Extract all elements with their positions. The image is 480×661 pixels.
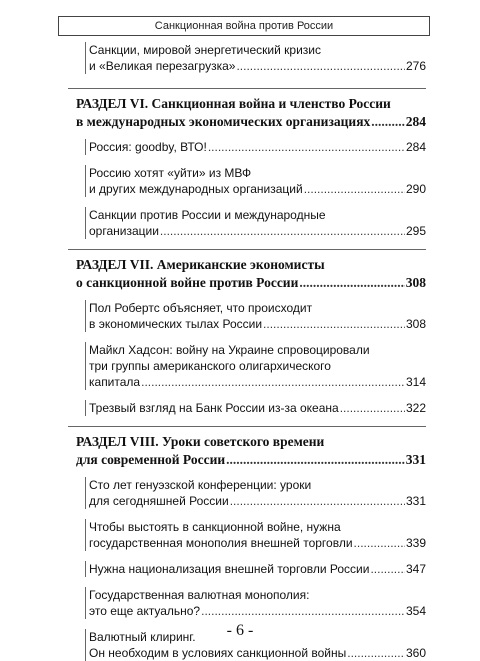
entry-line-last: организации (89, 224, 159, 238)
entry-line-last: в экономических тылах России (89, 317, 263, 331)
dot-leader (236, 58, 405, 74)
entry-leader-line (89, 535, 426, 551)
page-ref: 322 (405, 401, 426, 415)
entry-line: Чтобы выстоять в санкционной войне, нужна (89, 520, 341, 534)
entry-leader-line (89, 374, 426, 390)
page-ref: 339 (405, 536, 426, 550)
entry-leader-line (89, 603, 426, 619)
dot-leader (160, 223, 405, 239)
dot-leader (370, 561, 405, 577)
section-title-leader (76, 451, 426, 469)
page-ref: 276 (405, 59, 426, 73)
toc-entry-text (89, 139, 426, 155)
entry-side-rule (85, 587, 86, 619)
entry-side-rule (85, 42, 86, 74)
section-heading (76, 95, 426, 131)
toc-entry-text (89, 400, 426, 416)
dot-leader (371, 113, 405, 131)
toc-entry-text (89, 165, 426, 197)
entry-line-last: для сегодняшней России (89, 494, 229, 508)
toc-entry-text (89, 561, 426, 577)
page-ref: 295 (405, 224, 426, 238)
entry-leader-line (89, 139, 426, 155)
page-ref: 331 (405, 494, 426, 508)
entry-line-last: государственная монополия внешней торговли (89, 536, 353, 550)
entry-side-rule (85, 400, 86, 416)
entry-side-rule (85, 342, 86, 390)
dot-leader (141, 374, 405, 390)
entry-line: Государственная валютная монополия: (89, 588, 310, 602)
dot-leader (354, 535, 405, 551)
entry-leader-line (89, 400, 426, 416)
page-ref: 314 (405, 375, 426, 389)
entry-line-last: и «Великая перезагрузка» (89, 59, 236, 73)
page-ref: 290 (405, 182, 426, 196)
section-title-line: РАЗДЕЛ VII. Американские экономисты (76, 257, 325, 272)
section-title-leader (76, 274, 426, 292)
section-divider (68, 88, 426, 89)
toc-entry (89, 165, 426, 197)
dot-leader (347, 645, 405, 661)
entry-line-last: Трезвый взгляд на Банк России из-за океана (89, 401, 339, 415)
page-ref: 284 (405, 114, 426, 129)
section-heading (76, 433, 426, 469)
section-title-last: в международных экономических организациях (76, 114, 371, 129)
entry-line: Валютный клиринг. (89, 630, 196, 644)
toc-entry (89, 207, 426, 239)
entry-line-last: Нужна национализация внешней торговли России (89, 562, 370, 576)
entry-line-last: капитала (89, 375, 141, 389)
entry-side-rule (85, 139, 86, 155)
entry-side-rule (85, 207, 86, 239)
entry-line: Майкл Хадсон: войну на Украине спровоцировали (89, 343, 370, 357)
toc-entry-text (89, 519, 426, 551)
page-ref: 354 (405, 604, 426, 618)
dot-leader (304, 181, 405, 197)
running-head: Санкционная война против России (58, 16, 430, 36)
dot-leader (340, 400, 405, 416)
page-ref: 331 (405, 452, 426, 467)
toc-entry (89, 342, 426, 390)
entry-leader-line (89, 561, 426, 577)
entry-leader-line (89, 316, 426, 332)
section-title-line: РАЗДЕЛ VIII. Уроки советского времени (76, 434, 325, 449)
entry-side-rule (85, 165, 86, 197)
toc-entry (89, 300, 426, 332)
entry-line: Россию хотят «уйти» из МВФ (89, 166, 252, 180)
entry-line-last: и других международных организаций (89, 182, 303, 196)
toc-entry (89, 587, 426, 619)
section-divider (68, 249, 426, 250)
entry-side-rule (85, 477, 86, 509)
page-ref: 284 (405, 140, 426, 154)
page-ref: 347 (405, 562, 426, 576)
toc-entry-text (89, 207, 426, 239)
entry-side-rule (85, 561, 86, 577)
section-title-last: для современной России (76, 452, 226, 467)
toc-entry-text (89, 300, 426, 332)
entry-line: Пол Робертс объясняет, что происходит (89, 301, 313, 315)
toc-entry (89, 519, 426, 551)
dot-leader (226, 451, 405, 469)
entry-line-last: это еще актуально? (89, 604, 201, 618)
section-block (76, 256, 426, 416)
page-ref: 308 (405, 275, 426, 290)
dot-leader (263, 316, 405, 332)
section-divider (68, 426, 426, 427)
section-heading (76, 256, 426, 292)
entry-side-rule (85, 300, 86, 332)
dot-leader (299, 274, 404, 292)
entry-line-last: Он необходим в условиях санкционной войны (89, 646, 347, 660)
entry-leader-line (89, 645, 426, 661)
dot-leader (201, 603, 405, 619)
entry-leader-line (89, 493, 426, 509)
entry-line: Санкции, мировой энергетический кризис (89, 43, 321, 57)
toc-entry-text (89, 587, 426, 619)
toc-entry (89, 42, 426, 74)
toc-entry-text (89, 342, 426, 390)
entry-line: Санкции против России и международные (89, 208, 326, 222)
entry-leader-line (89, 58, 426, 74)
page-ref: 308 (405, 317, 426, 331)
toc-entry (89, 139, 426, 155)
entry-leader-line (89, 223, 426, 239)
page-ref: 360 (405, 646, 426, 660)
entry-side-rule (85, 519, 86, 551)
section-block (76, 95, 426, 239)
section-title-leader (76, 113, 426, 131)
section-title-last: о санкционной войне против России (76, 275, 299, 290)
dot-leader (208, 139, 405, 155)
table-of-contents (76, 40, 426, 661)
toc-entry-text (89, 42, 426, 74)
toc-entry (89, 561, 426, 577)
page-number: - 6 - (226, 622, 254, 639)
toc-entry (89, 477, 426, 509)
entry-line: три группы американского олигархического (89, 359, 331, 373)
dot-leader (230, 493, 405, 509)
entry-line: Сто лет генуэзской конференции: уроки (89, 478, 312, 492)
entry-leader-line (89, 181, 426, 197)
toc-entry-text (89, 477, 426, 509)
toc-entry (89, 400, 426, 416)
section-title-line: РАЗДЕЛ VI. Санкционная война и членство России (76, 96, 391, 111)
entry-line-last: Россия: goodby, ВТО! (89, 140, 207, 154)
